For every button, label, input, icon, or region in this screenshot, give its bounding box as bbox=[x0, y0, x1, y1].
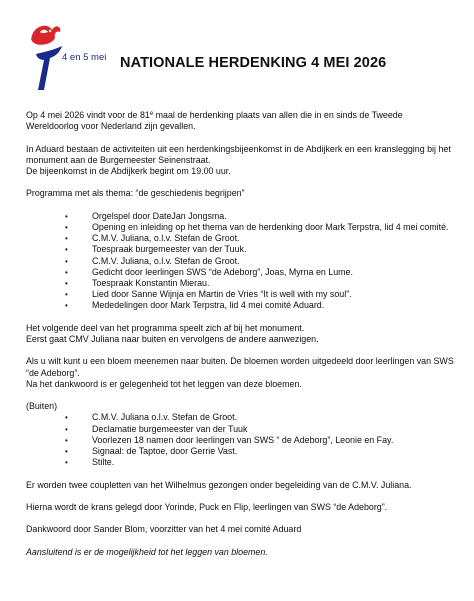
list-item: • C.M.V. Juliana o.l.v. Stefan de Groot. bbox=[65, 412, 238, 423]
wreath-paragraph: Hierna wordt de krans gelegd door Yorinde, Puck en Flip, leerlingen van SWS “de Adeborg”. bbox=[26, 501, 388, 512]
page-title: NATIONALE HERDENKING 4 MEI 2026 bbox=[120, 55, 387, 71]
program-list-church bbox=[26, 211, 456, 312]
monument-paragraph-2: Eerst gaat CMV Juliana naar buiten en vervolgens de andere aanwezigen. bbox=[26, 334, 319, 344]
list-item: • Lied door Sanne Wijnja en Martin de Vries “It is well with my soul”. bbox=[65, 289, 352, 300]
list-item: • Toespraak Konstantin Mierau. bbox=[65, 278, 210, 288]
list-item: • Orgelspel door DateJan Jongsma. bbox=[65, 210, 227, 221]
list-item: • C.M.V. Juliana, o.l.v. Stefan de Groot. bbox=[65, 255, 240, 266]
list-item: • Declamatie burgemeester van der Tuuk bbox=[65, 423, 248, 434]
flowers-paragraph-2: Na het dankwoord is er gelegenheid tot het leggen van deze bloemen. bbox=[26, 378, 302, 389]
program-theme: Programma met als thema: “de geschiedenis begrijpen” bbox=[26, 188, 245, 199]
closing-paragraph: Aansluitend is er de mogelijkheid tot het leggen van bloemen. bbox=[26, 546, 268, 557]
thanks-paragraph: Dankwoord door Sander Blom, voorzitter van het 4 mei comité Aduard bbox=[26, 524, 302, 535]
program-list-outside bbox=[26, 412, 456, 468]
list-item: • Toespraak burgemeester van der Tuuk. bbox=[65, 244, 247, 255]
list-item: • Signaal: de Taptoe, door Gerrie Vast. bbox=[65, 446, 238, 456]
monument-paragraph-1: Het volgende deel van het programma speelt zich af bij het monument. bbox=[26, 322, 305, 333]
intro-paragraph-2: In Aduard bestaan de activiteiten uit een herdenkingsbijeenkomst in de Abdijkerk en een kranslegging bij het monument aan de Burgemeester Seinenstraat. bbox=[26, 143, 451, 165]
logo-text: 4 en 5 mei bbox=[62, 52, 107, 63]
list-item: • Mededelingen door Mark Terpstra, lid 4 mei comité Aduard. bbox=[65, 300, 325, 311]
intro-paragraph-1: Op 4 mei 2026 vindt voor de 81e maal de herdenking plaats van allen die in en sinds de Tweede Wereldoorlog voor Nederland zijn gevallen. bbox=[26, 110, 403, 132]
list-item: • Stilte. bbox=[65, 457, 115, 468]
list-item: • Voorlezen 18 namen door leerlingen van SWS “ de Adeborg”, Leonie en Fay. bbox=[65, 434, 394, 445]
intro-paragraph-3: De bijeenkomst in de Abdijkerk begint om 19.00 uur. bbox=[26, 166, 231, 176]
dove-torch-logo-icon bbox=[22, 20, 107, 96]
outside-label: (Buiten) bbox=[26, 401, 58, 412]
wilhelmus-paragraph: Er worden twee coupletten van het Wilhelmus gezongen onder begeleiding van de C.M.V. Juliana. bbox=[26, 479, 412, 490]
list-item: • Gedicht door leerlingen SWS “de Adeborg”, Joas, Myrna en Lume. bbox=[65, 266, 353, 277]
document-body bbox=[26, 110, 456, 558]
flowers-paragraph-1: Als u wilt kunt u een bloem meenemen naar buiten. De bloemen worden uitgedeeld door leerlingen van SWS “de Adeborg”. bbox=[26, 356, 454, 378]
list-item: • C.M.V. Juliana, o.l.v. Stefan de Groot. bbox=[65, 233, 240, 244]
list-item: • Opening en inleiding op het thema van de herdenking door Mark Terpstra, lid 4 mei comité. bbox=[65, 221, 449, 232]
